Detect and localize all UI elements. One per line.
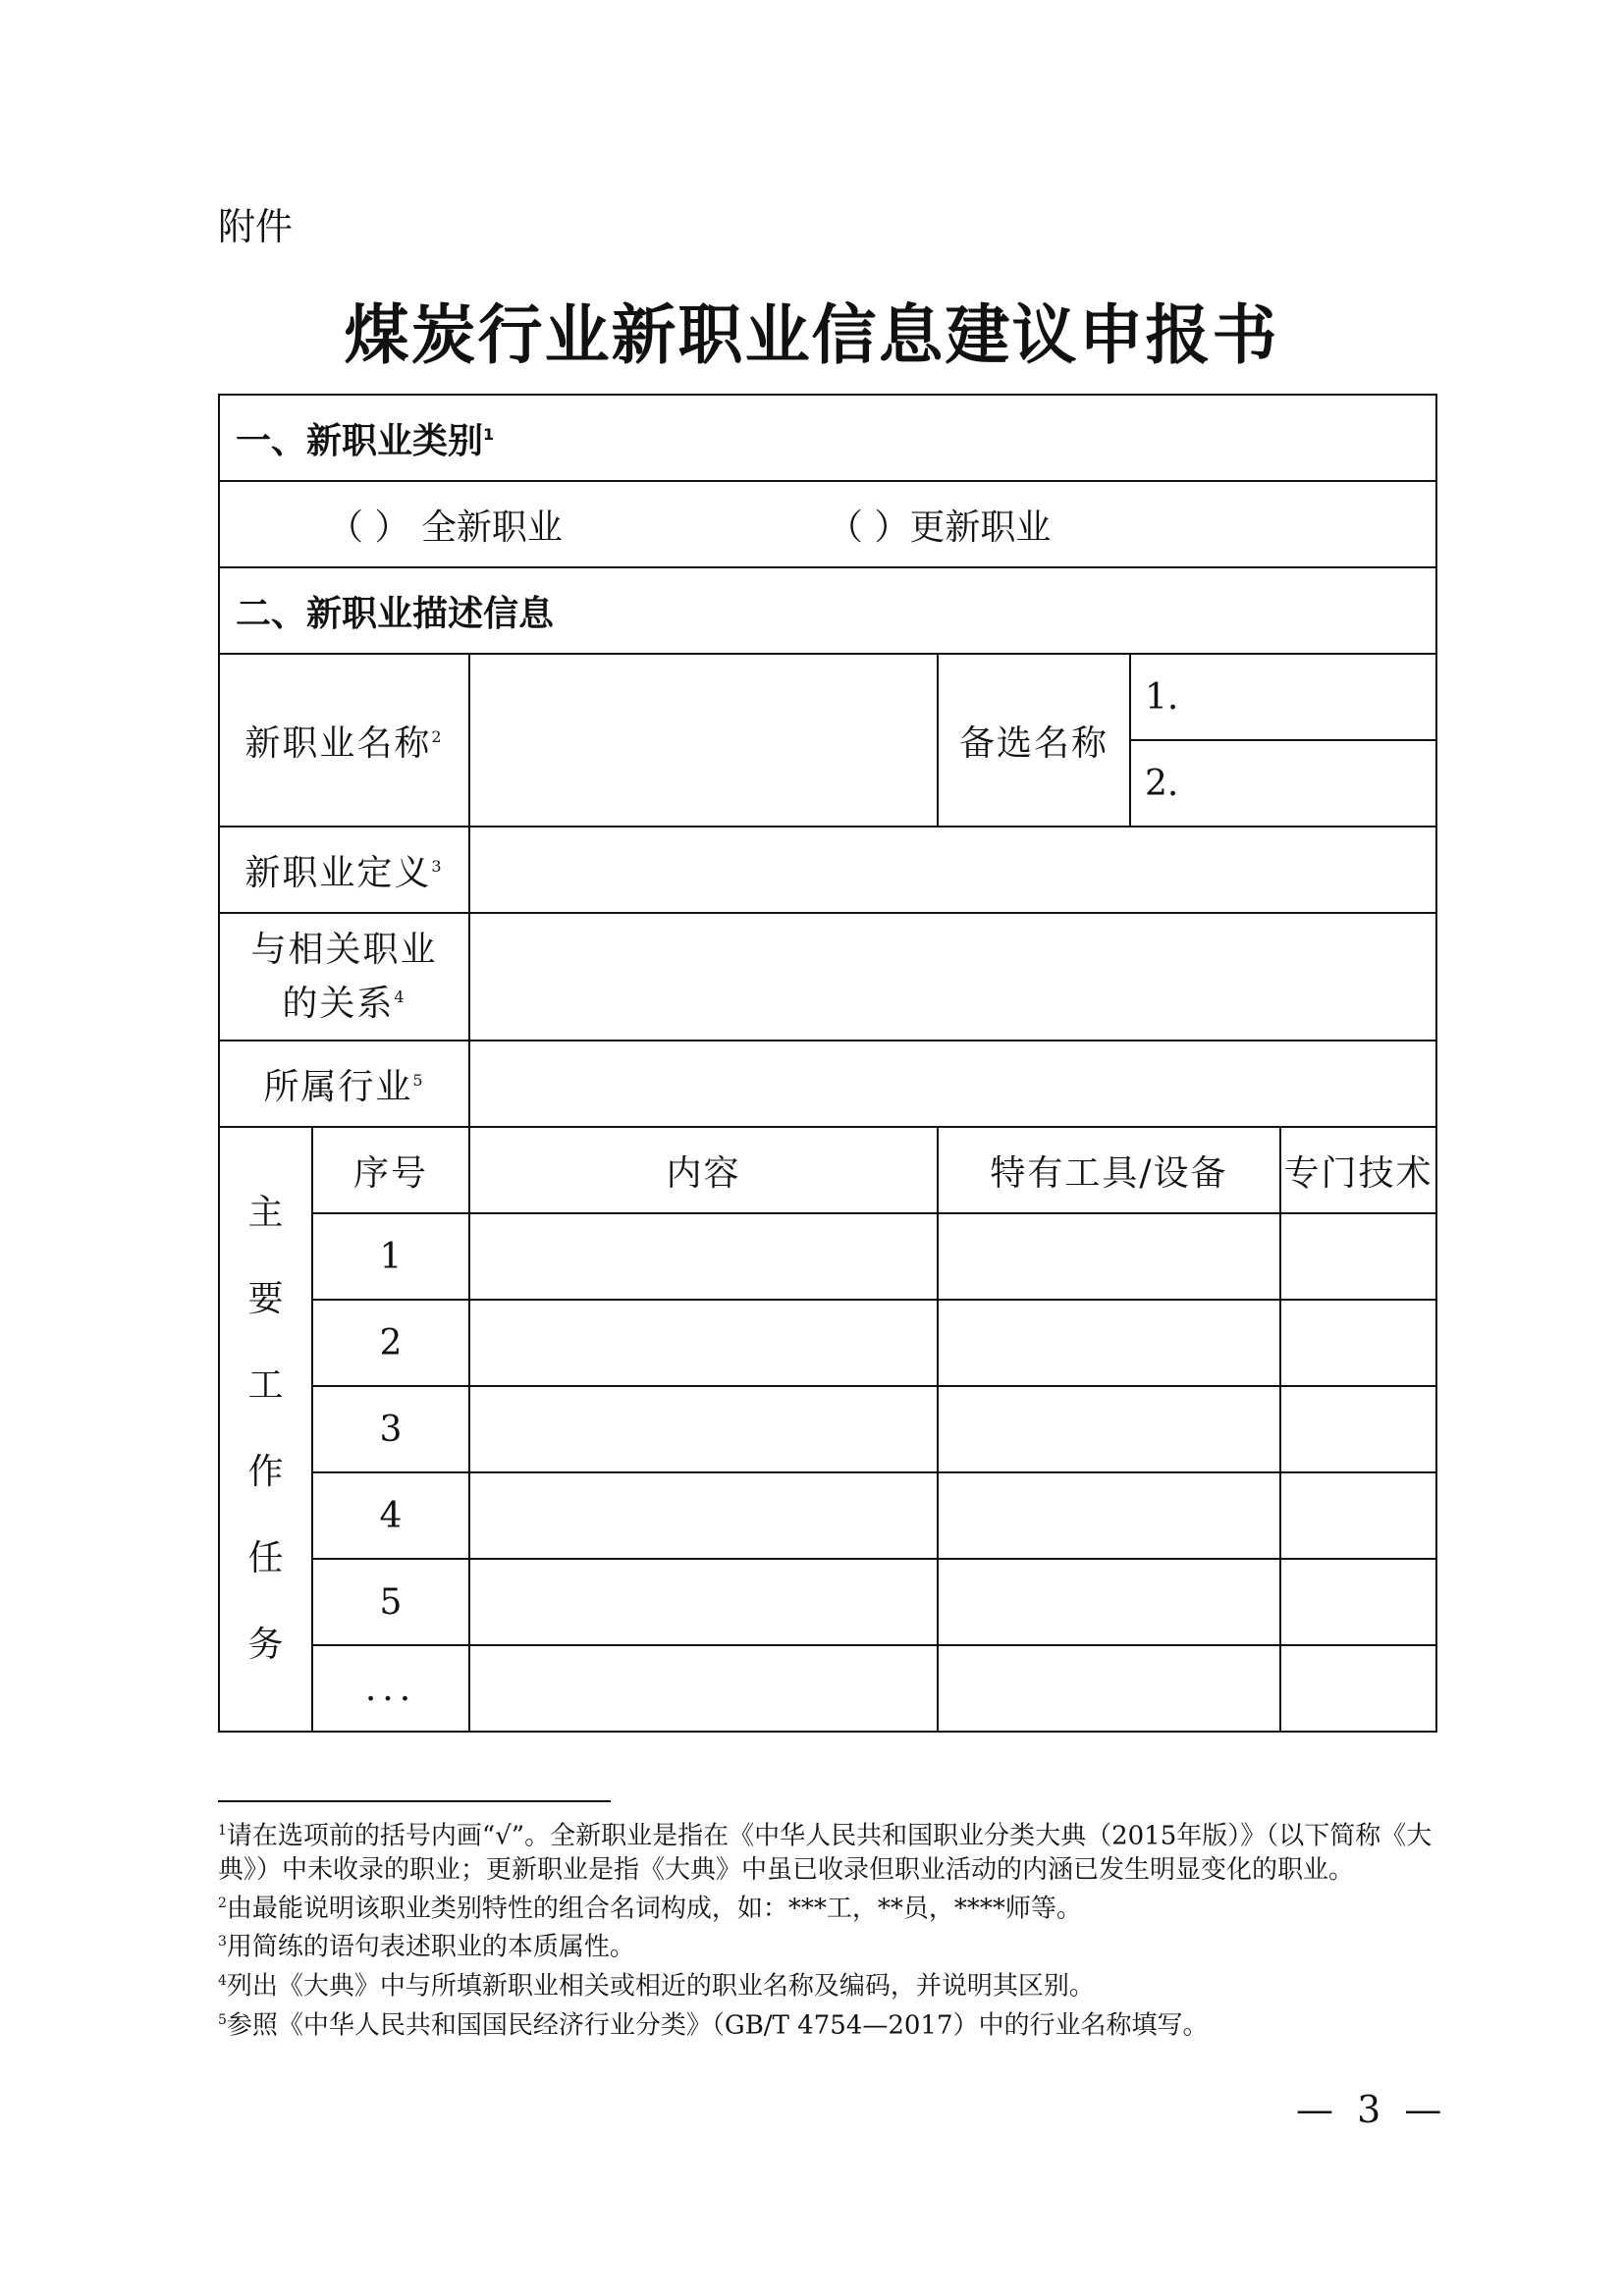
section2-heading: 二、新职业描述信息 <box>219 567 1436 654</box>
task-tools-cell[interactable] <box>938 1472 1280 1559</box>
alternative-name-1-field[interactable]: 1. <box>1130 654 1436 740</box>
task-technique-cell[interactable] <box>1280 1645 1436 1732</box>
task-row <box>219 1645 1436 1732</box>
occupation-name-label: 新职业名称$^2$ <box>219 654 469 827</box>
task-content-cell[interactable] <box>469 1472 938 1559</box>
page-title: 煤炭行业新职业信息建议申报书 <box>344 296 1279 373</box>
section1-heading: 一、新职业类别$^1$ <box>219 395 1436 481</box>
occupation-name-field[interactable] <box>469 654 938 827</box>
task-technique-cell[interactable] <box>1280 1300 1436 1386</box>
task-technique-cell[interactable] <box>1280 1472 1436 1559</box>
task-row-number: ... <box>312 1645 469 1732</box>
task-row-number: 4 <box>312 1472 469 1559</box>
task-row <box>219 1386 1436 1472</box>
task-tools-cell[interactable] <box>938 1645 1280 1732</box>
page-number: — 3 — <box>1296 2088 1448 2131</box>
col-header-technique: 专门技术 <box>1280 1127 1436 1213</box>
footnote: $^3$用简练的语句表述职业的本质属性。 <box>218 1932 635 1962</box>
task-row-number: 3 <box>312 1386 469 1472</box>
task-tools-cell[interactable] <box>938 1559 1280 1645</box>
task-row <box>219 1300 1436 1386</box>
task-row-number: 2 <box>312 1300 469 1386</box>
task-content-cell[interactable] <box>469 1213 938 1300</box>
option-new-occupation[interactable]: （ ） 全新职业 <box>328 507 563 548</box>
task-tools-cell[interactable] <box>938 1300 1280 1386</box>
option-updated-occupation[interactable]: （ ）更新职业 <box>827 507 1052 548</box>
attachment-label: 附件 <box>218 205 294 248</box>
task-content-cell[interactable] <box>469 1386 938 1472</box>
task-content-cell[interactable] <box>469 1559 938 1645</box>
relation-label: 与相关职业 的关系$^4$ <box>219 913 469 1041</box>
application-form-table <box>218 394 1437 1733</box>
task-row <box>219 1213 1436 1300</box>
footnote: $^2$由最能说明该职业类别特性的组合名词构成，如：***工，**员，****师等。 <box>218 1894 1082 1924</box>
task-technique-cell[interactable] <box>1280 1386 1436 1472</box>
col-header-index: 序号 <box>312 1127 469 1213</box>
main-tasks-label: 主 要 工 作 任 务 <box>219 1127 312 1732</box>
task-technique-cell[interactable] <box>1280 1559 1436 1645</box>
task-tools-cell[interactable] <box>938 1386 1280 1472</box>
relation-field[interactable] <box>469 913 1436 1041</box>
alternative-name-label: 备选名称 <box>938 654 1130 827</box>
industry-field[interactable] <box>469 1041 1436 1127</box>
footnote: $^4$列出《大典》中与所填新职业相关或相近的职业名称及编码，并说明其区别。 <box>218 1971 1095 2002</box>
industry-label: 所属行业$^5$ <box>219 1041 469 1127</box>
definition-field[interactable] <box>469 827 1436 913</box>
col-header-content: 内容 <box>469 1127 938 1213</box>
category-choices <box>219 481 1436 567</box>
col-header-tools: 特有工具/设备 <box>938 1127 1280 1213</box>
footnotes <box>218 1814 1435 2042</box>
task-row <box>219 1472 1436 1559</box>
task-tools-cell[interactable] <box>938 1213 1280 1300</box>
task-content-cell[interactable] <box>469 1645 938 1732</box>
task-content-cell[interactable] <box>469 1300 938 1386</box>
footnote: $^5$参照《中华人民共和国国民经济行业分类》（GB/T 4754—2017）中的行业名称填写。 <box>218 2010 1209 2041</box>
footnote-divider <box>218 1800 611 1802</box>
task-row-number: 1 <box>312 1213 469 1300</box>
task-row-number: 5 <box>312 1559 469 1645</box>
footnote: $^1$请在选项前的括号内画“√”。全新职业是指在《中华人民共和国职业分类大典（2015年版）》（以下简称《大典》）中未收录的职业；更新职业是指《大典》中虽已收录但职业活动的内涵已发生明显变化的职业。 <box>218 1821 1433 1885</box>
alternative-name-2-field[interactable]: 2. <box>1130 740 1436 827</box>
task-row <box>219 1559 1436 1645</box>
definition-label: 新职业定义$^3$ <box>219 827 469 913</box>
task-technique-cell[interactable] <box>1280 1213 1436 1300</box>
